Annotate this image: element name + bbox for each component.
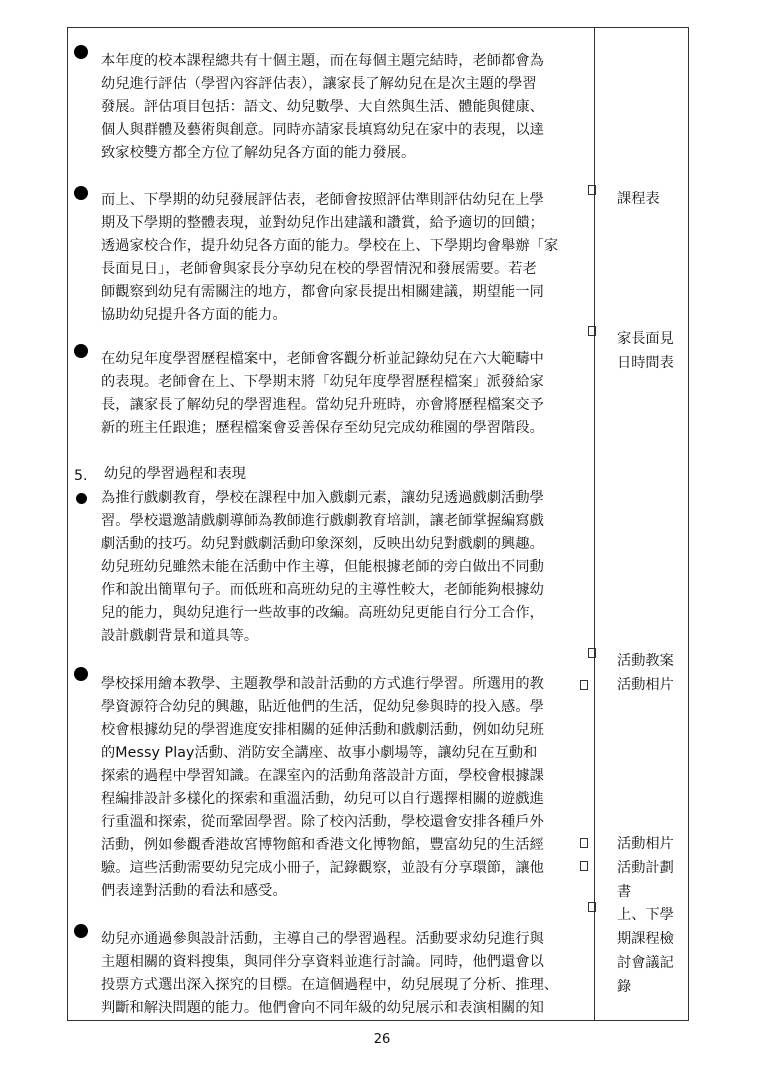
column-divider bbox=[594, 28, 595, 1021]
paragraph-assessment: 本年度的校本課程總共有十個主題，而在每個主題完結時，老師都會為 幼兒進行評估（學習內容評估表），讓家長了解幼兒在是次主題的學習 發展。評估項目包括：語文、幼兒數學、大自然與生活、體能與健康、 個人與群體及藝術與創意。同時亦請家長填寫幼兒在家中的表現，以達 致家校雙方都全方位了解幼兒各方面的能力發展。 bbox=[101, 53, 544, 161]
bullet-icon bbox=[74, 344, 88, 358]
checkbox-icon bbox=[580, 861, 588, 871]
bullet-icon bbox=[74, 924, 88, 938]
checkbox-icon bbox=[588, 902, 596, 912]
page-number: 26 bbox=[373, 1032, 391, 1047]
side-note-meeting-schedule: 家長面見 日時間表 bbox=[617, 331, 674, 371]
paragraph-drama-education: 為推行戲劇教育，學校在課程中加入戲劇元素，讓幼兒透過戲劇活動學 習。學校還邀請戲劇導師為教師進行戲劇教育培訓，讓老師掌握編寫戲 劇活動的技巧。幼兒對戲劇活動印象深刻，反映出幼兒對戲劇的興趣。 幼兒班幼兒雖然未能在活動中作主導，但能根據老師的旁白做出不同動 作和說出簡單句子。而低班和高班幼兒的主導性較大，老師能夠根據幼 兒的能力，與幼兒進行一些故事的改編。高班幼兒更能自行分工合作， 設計戲劇背景和道具等。 bbox=[101, 490, 544, 644]
section-number: 5. bbox=[74, 468, 88, 484]
bullet-icon bbox=[74, 45, 88, 59]
bullet-icon bbox=[76, 493, 87, 504]
checkbox-icon bbox=[580, 838, 588, 848]
side-note-activity-photos: 活動相片 活動計劃 書 bbox=[617, 836, 674, 900]
paragraph-development-evaluation: 而上、下學期的幼兒發展評估表，老師會按照評估準則評估幼兒在上學 期及下學期的整體表現，並對幼兒作出建議和讚賞，給予適切的回饋； 透過家校合作，提升幼兒各方面的能力。學校在上、下學期均會舉辦「家 長面見日」，老師會與家長分享幼兒在校的學習情況和發展需要。若老 師觀察到幼兒有需關注的地方，都會向家長提出相關建議，期望能一同 協助幼兒提升各方面的能力。 bbox=[101, 192, 559, 323]
checkbox-icon bbox=[588, 185, 596, 195]
paragraph-portfolio: 在幼兒年度學習歷程檔案中，老師會客觀分析並記錄幼兒在六大範疇中 的表現。老師會在上、下學期末將「幼兒年度學習歷程檔案」派發給家 長，讓家長了解幼兒的學習進程。當幼兒升班時，亦會將歷程檔案交予 新的班主任跟進；歷程檔案會妥善保存至幼兒完成幼稚園的學習階段。 bbox=[101, 351, 544, 436]
side-note-activity-plans: 活動教案 活動相片 bbox=[617, 653, 674, 693]
checkbox-icon bbox=[588, 326, 596, 336]
section-title: 幼兒的學習過程和表現 bbox=[104, 466, 246, 482]
paragraph-teaching-methods: 學校採用繪本教學、主題教學和設計活動的方式進行學習。所選用的教 學資源符合幼兒的興趣，貼近他們的生活，促幼兒參與時的投入感。學 校會根據幼兒的學習進度安排相關的延伸活動和戲劇活動，例如幼兒班 的Messy Play活動、消防安全講座、故事小劇場等，讓幼兒在互動和 探索的過程中學習知識。在課室內的活動角落設計方面，學校會根據課 程編排設計多樣化的探索和重溫活動，幼兒可以自行選擇相關的遊戲進 行重溫和探索，從而鞏固學習。除了校內活動，學校還會安排各種戶外 活動，例如參觀香港故宮博物館和香港文化博物館，豐富幼兒的生活經 驗。這些活動需要幼兒完成小冊子，記錄觀察，並設有分享環節，讓他 們表達對活動的看法和感受。 bbox=[101, 676, 544, 899]
side-note-curriculum: 課程表 bbox=[617, 191, 660, 207]
checkbox-icon bbox=[588, 648, 596, 658]
paragraph-project-activities: 幼兒亦通過參與設計活動，主導自己的學習過程。活動要求幼兒進行與 主題相關的資料搜集，與同伴分享資料並進行討論。同時，他們還會以 投票方式選出深入探究的目標。在這個過程中，幼兒展現了分析、推理、 判斷和解決問題的能力。他們會向不同年級的幼兒展示和表演相關的知 bbox=[101, 931, 559, 1016]
checkbox-icon bbox=[580, 680, 588, 690]
side-note-review-minutes: 上、下學 期課程檢 討會議記 錄 bbox=[617, 907, 674, 995]
bullet-icon bbox=[74, 186, 88, 200]
bullet-icon bbox=[74, 667, 88, 681]
